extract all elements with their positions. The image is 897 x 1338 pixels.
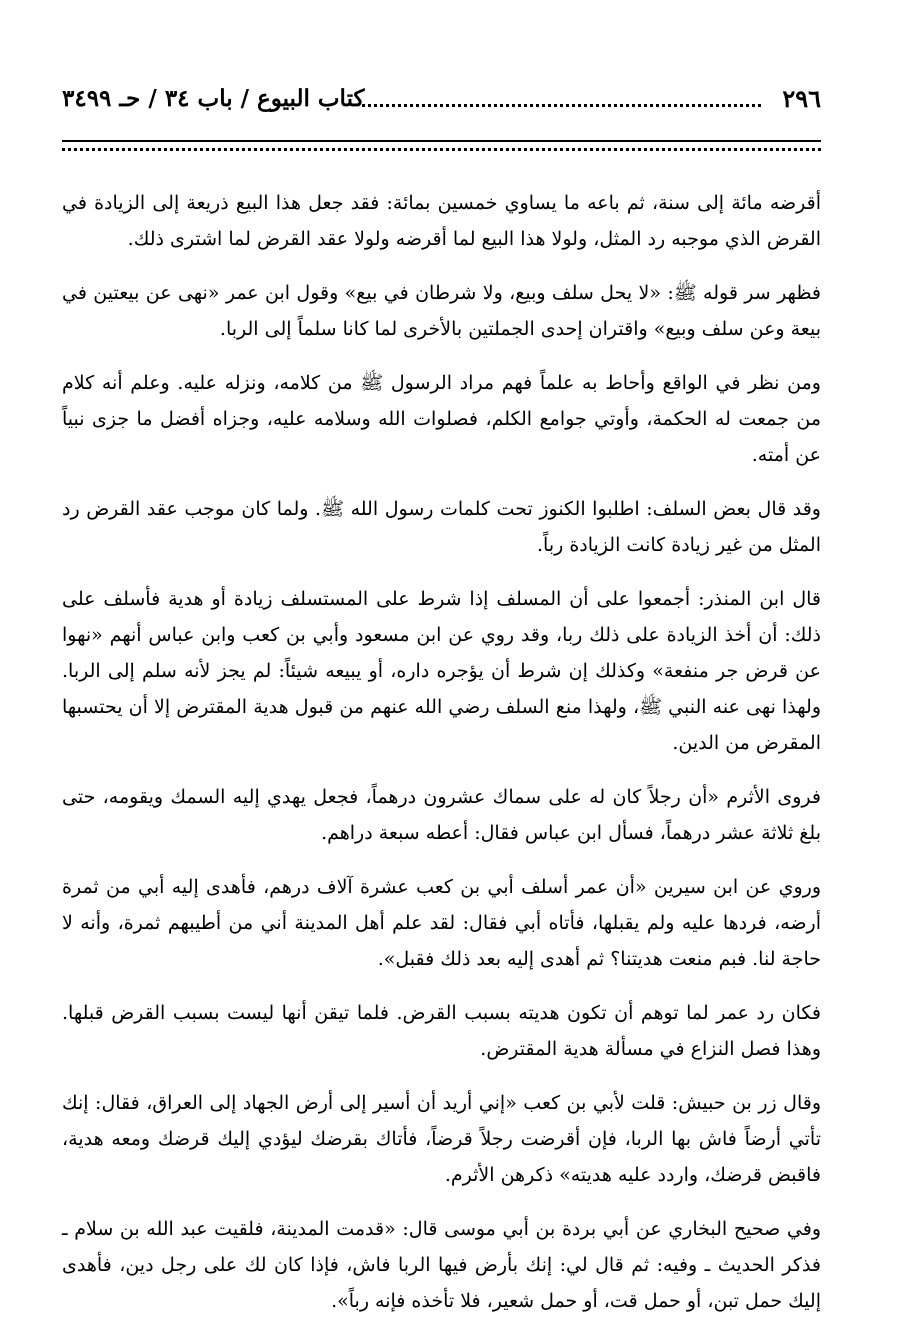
header-rule xyxy=(62,140,821,142)
page-header xyxy=(62,82,821,122)
header-dotted-rule xyxy=(62,148,821,151)
running-title: كتاب البيوع / باب ٣٤ / حـ ٣٤٩٩ xyxy=(62,85,365,112)
paragraph: وقد قال بعض السلف: اطلبوا الكنوز تحت كلمات رسول الله ﷺ. ولما كان موجب عقد القرض رد المثل من غير زيادة كانت الزيادة رباً. xyxy=(62,498,821,556)
paragraph: فظهر سر قوله ﷺ: «لا يحل سلف وبيع، ولا شرطان في بيع» وقول ابن عمر «نهى عن بيعتين في بيعة وعن سلف وبيع» واقتران إحدى الجملتين بالأخرى لما كانا سلماً إلى الربا. xyxy=(62,282,821,340)
paragraph: قال ابن المنذر: أجمعوا على أن المسلف إذا شرط على المستسلف زيادة أو هدية فأسلف على ذلك: أن أخذ الزيادة على ذلك ربا، وقد روي عن ابن مسعود وأبي بن كعب وابن عباس أنهم «نهوا عن قرض جر منفعة» وكذلك إن شرط أن يؤجره داره، أو يبيعه شيئاً: لم يجز لأنه سلم إلى الربا. ولهذا نهى عنه النبي ﷺ، ولهذا منع السلف رضي الله عنهم من قبول هدية المقترض إلا أن يحتسبها المقرض من الدين. xyxy=(62,588,821,754)
header-dotted-leader xyxy=(362,104,761,107)
paragraph: أقرضه مائة إلى سنة، ثم باعه ما يساوي خمسين بمائة: فقد جعل هذا البيع ذريعة إلى الزيادة في القرض الذي موجبه رد المثل، ولولا هذا البيع لما أقرضه ولولا عقد القرض لما اشترى ذلك. xyxy=(62,192,821,250)
paragraph: فكان رد عمر لما توهم أن تكون هديته بسبب القرض. فلما تيقن أنها ليست بسبب القرض قبلها. وهذا فصل النزاع في مسألة هدية المقترض. xyxy=(62,1002,821,1060)
paragraph: فروى الأثرم «أن رجلاً كان له على سماك عشرون درهماً، فجعل يهدي إليه السمك ويقومه، حتى بلغ ثلاثة عشر درهماً، فسأل ابن عباس فقال: أعطه سبعة دراهم. xyxy=(62,786,821,844)
page-number: ٢٩٦ xyxy=(782,84,821,113)
paragraph: وروي عن ابن سيرين «أن عمر أسلف أبي بن كعب عشرة آلاف درهم، فأهدى إليه أبي من ثمرة أرضه، فردها عليه ولم يقبلها، فأتاه أبي فقال: لقد علم أهل المدينة أني من أطيبهم ثمرة، وأنه لا حاجة لنا. فبم منعت هديتنا؟ ثم أهدى إليه بعد ذلك فقبل». xyxy=(62,876,822,970)
paragraph: وفي صحيح البخاري عن أبي بردة بن أبي موسى قال: «قدمت المدينة، فلقيت عبد الله بن سلام ـ فذكر الحديث ـ وفيه: ثم قال لي: إنك بأرض فيها الربا فاش، فإذا كان لك على رجل دين، فأهدى إليك حمل تبن، أو حمل قت، أو حمل شعير، فلا تأخذه فإنه رباً». xyxy=(62,1218,821,1312)
paragraph: وقال زر بن حبيش: قلت لأبي بن كعب «إني أريد أن أسير إلى أرض الجهاد إلى العراق، فقال: إنك تأتي أرضاً فاش بها الربا، فإن أقرضت رجلاً قرضاً، فأتاك بقرضك ليؤدي إليك قرضك ومعه هدية، فاقبض قرضك، واردد عليه هديته» ذكرهن الأثرم. xyxy=(62,1092,821,1186)
body-text xyxy=(62,185,821,1337)
paragraph: ومن نظر في الواقع وأحاط به علماً فهم مراد الرسول ﷺ من كلامه، ونزله عليه. وعلم أنه كلام من جمعت له الحكمة، وأوتي جوامع الكلم، فصلوات الله وسلامه عليه، وجزاه أفضل ما جزى نبياً عن أمته. xyxy=(62,372,821,466)
